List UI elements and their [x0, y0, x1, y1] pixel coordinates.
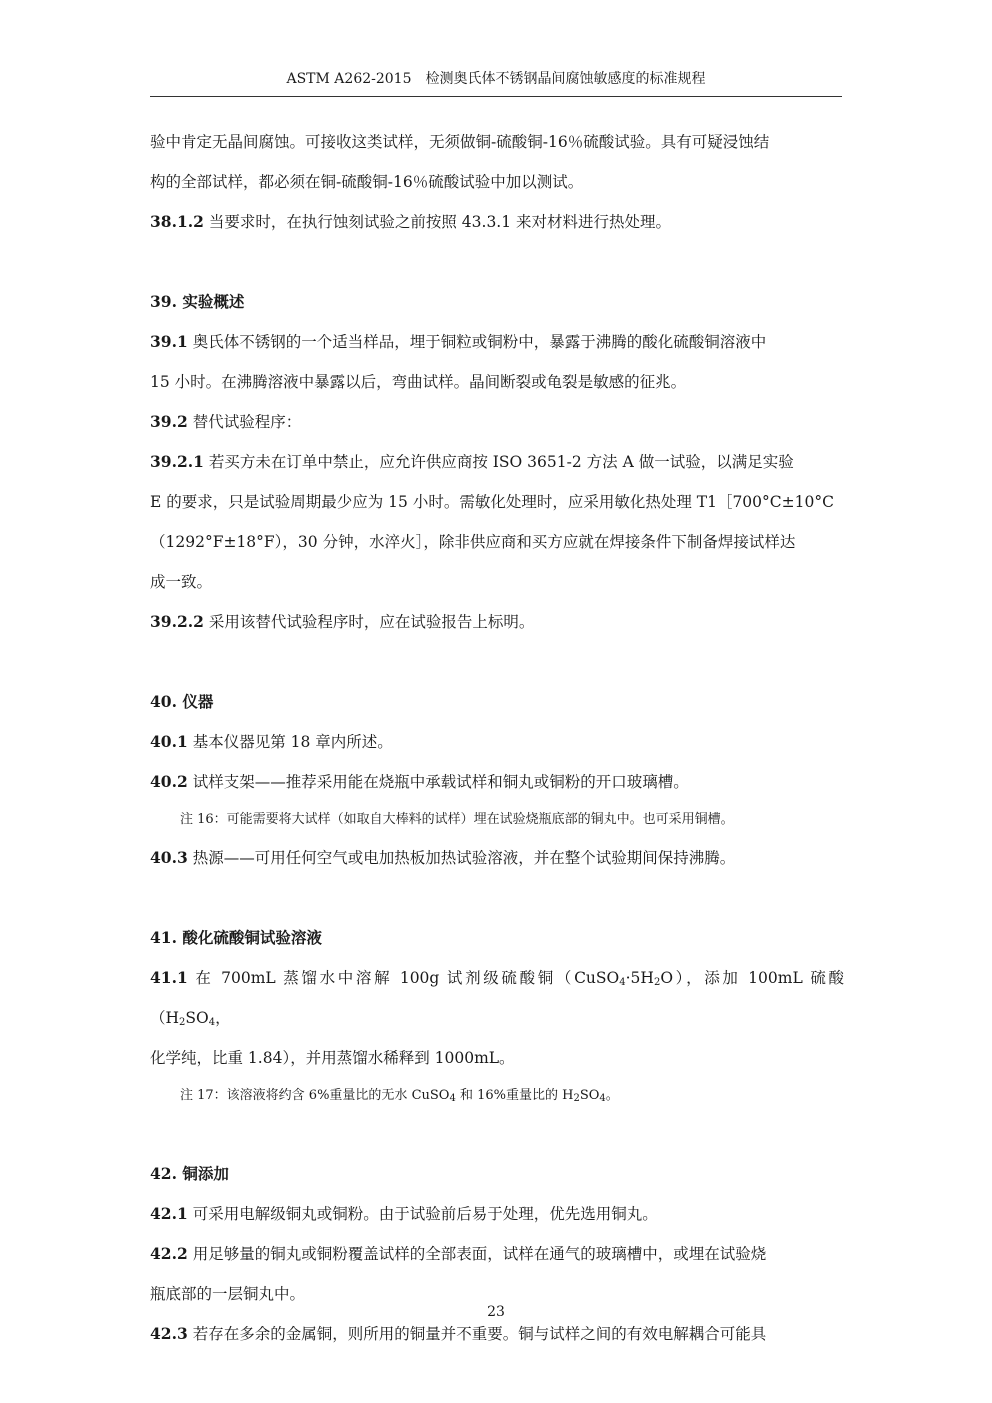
paragraph: 验中肯定无晶间腐蚀。可接收这类试样，无须做铜-硫酸铜-16％硫酸试验。具有可疑浸蚀结: [150, 133, 770, 151]
paragraph: 成一致。: [150, 573, 213, 591]
subscript: 4: [599, 1093, 606, 1104]
running-header: ASTM A262-2015 检测奥氏体不锈钢晶间腐蚀敏感度的标准规程: [150, 68, 842, 97]
clause-text: 基本仪器见第 18 章内所述。: [187, 733, 393, 751]
clause-text: 若买方未在订单中禁止，应允许供应商按 ISO 3651-2 方法 A 做一试验，以满足实验: [203, 453, 794, 471]
paragraph: 15 小时。在沸腾溶液中暴露以后，弯曲试样。晶间断裂或龟裂是敏感的征兆。: [150, 373, 687, 391]
clause-42-3: [150, 1314, 844, 1354]
clause-number: 39.2: [150, 412, 188, 431]
clause-40-1: [150, 722, 844, 762]
subscript: 2: [179, 1017, 186, 1028]
note-text: SO: [579, 1088, 600, 1103]
page-number: 23: [487, 1304, 505, 1320]
clause-39-1: [150, 322, 844, 362]
note-text: 和 16%重量比的 H: [455, 1088, 574, 1103]
paragraph: E 的要求，只是试验周期最少应为 15 小时。需敏化处理时，应采用敏化热处理 T1［700°C±10°C: [150, 493, 834, 511]
clause-text: O），添加 100mL 硫酸（H: [150, 969, 845, 1027]
note-16: 注 16：可能需要将大试样（如取自大棒料的试样）埋在试验烧瓶底部的铜丸中。也可采用铜槽。: [180, 812, 734, 827]
clause-text: 可采用电解级铜丸或铜粉。由于试验前后易于处理，优先选用铜丸。: [187, 1205, 658, 1223]
clause-38-1-2: [150, 202, 844, 242]
clause-number: 42.1: [150, 1204, 188, 1223]
note-17: [150, 1078, 844, 1114]
paragraph: 构的全部试样，都必须在铜-硫酸铜-16％硫酸试验中加以测试。: [150, 173, 584, 191]
clause-text: 试样支架——推荐采用能在烧瓶中承载试样和铜丸或铜粉的开口玻璃槽。: [187, 773, 689, 791]
clause-number: 39.2.1: [150, 452, 204, 471]
clause-40-2: [150, 762, 844, 802]
clause-text: 替代试验程序：: [187, 413, 302, 431]
page-body: [150, 122, 844, 1354]
clause-number: 42.2: [150, 1244, 188, 1263]
clause-42-2: [150, 1234, 844, 1274]
clause-text: 奥氏体不锈钢的一个适当样品，埋于铜粒或铜粉中，暴露于沸腾的酸化硫酸铜溶液中: [187, 333, 767, 351]
clause-number: 40.3: [150, 848, 188, 867]
clause-number: 38.1.2: [150, 212, 204, 231]
clause-text: 当要求时，在执行蚀刻试验之前按照 43.3.1 来对材料进行热处理。: [203, 213, 672, 231]
subscript: 4: [619, 977, 626, 988]
subscript: 2: [573, 1093, 580, 1104]
clause-39-2-1: [150, 442, 844, 482]
clause-number: 39.2.2: [150, 612, 204, 631]
clause-number: 40.1: [150, 732, 188, 751]
subscript: 2: [653, 977, 661, 988]
clause-number: 42.3: [150, 1324, 188, 1343]
section-heading-42: 42. 铜添加: [150, 1164, 229, 1183]
clause-text: ，: [215, 1009, 231, 1027]
subscript: 4: [208, 1017, 216, 1028]
clause-text: 在 700mL 蒸馏水中溶解 100g 试剂级硫酸铜（CuSO: [187, 969, 620, 987]
paragraph: （1292°F±18°F），30 分钟，水淬火］，除非供应商和买方应就在焊接条件下制备焊接试样达: [150, 533, 796, 551]
clause-41-1: [150, 958, 844, 1038]
section-heading-41: 41. 酸化硫酸铜试验溶液: [150, 928, 322, 947]
clause-text: SO: [185, 1009, 209, 1027]
clause-number: 40.2: [150, 772, 188, 791]
clause-text: 若存在多余的金属铜，则所用的铜量并不重要。铜与试样之间的有效电解耦合可能具: [187, 1325, 767, 1343]
clause-text: 热源——可用任何空气或电加热板加热试验溶液，并在整个试验期间保持沸腾。: [187, 849, 736, 867]
paragraph: 瓶底部的一层铜丸中。: [150, 1285, 306, 1303]
clause-text: 采用该替代试验程序时，应在试验报告上标明。: [203, 613, 535, 631]
note-text: 。: [605, 1088, 619, 1103]
clause-40-3: [150, 838, 844, 878]
section-heading-40: 40. 仪器: [150, 692, 214, 711]
clause-text: 用足够量的铜丸或铜粉覆盖试样的全部表面，试样在通气的玻璃槽中，或埋在试验烧: [187, 1245, 767, 1263]
clause-42-1: [150, 1194, 844, 1234]
subscript: 4: [449, 1093, 456, 1104]
clause-number: 41.1: [150, 968, 188, 987]
paragraph: 化学纯，比重 1.84），并用蒸馏水稀释到 1000mL。: [150, 1049, 515, 1067]
section-heading-39: 39. 实验概述: [150, 292, 245, 311]
clause-text: ·5H: [625, 969, 654, 987]
clause-number: 39.1: [150, 332, 188, 351]
note-text: 注 17：该溶液将约含 6%重量比的无水 CuSO: [180, 1088, 450, 1103]
clause-39-2: [150, 402, 844, 442]
clause-39-2-2: [150, 602, 844, 642]
